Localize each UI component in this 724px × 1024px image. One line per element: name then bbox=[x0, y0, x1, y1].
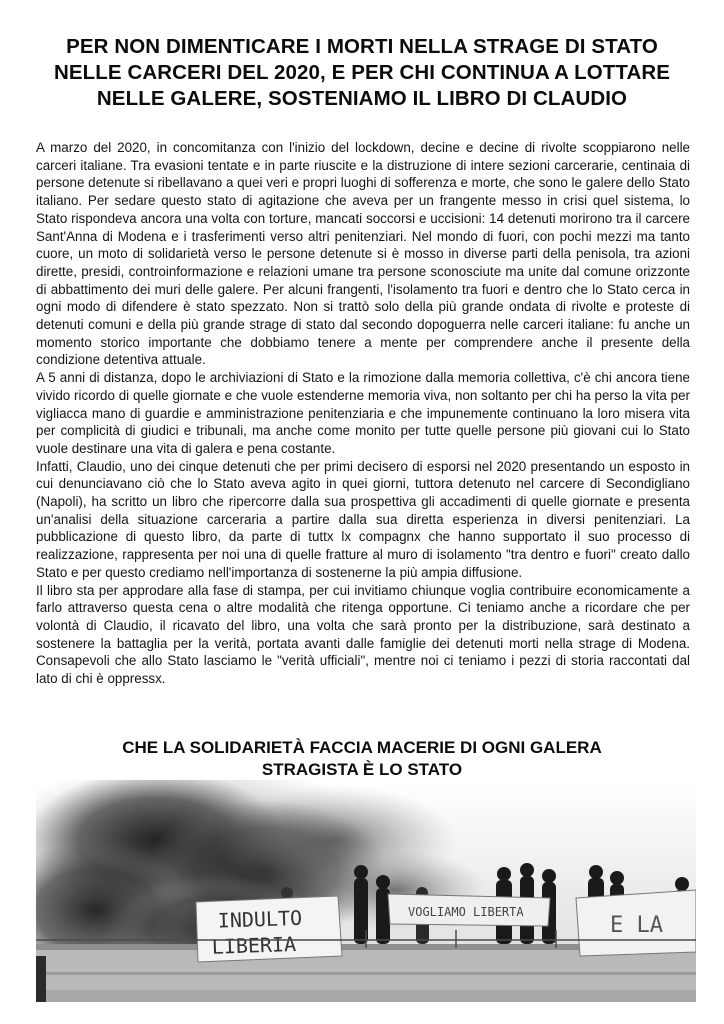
banner-right bbox=[576, 890, 696, 956]
paragraph-4: Il libro sta per approdare alla fase di stampa, per cui invitiamo chiunque voglia contribuire economicamente a farlo attraverso questa cena o altre modalità che ritenga opportune. Ci teniamo anche a ricordare che per volontà di Claudio, il ricavato del libro, una volta che sarà pronto per la distribuzione, sarà destinato a sostenere la battaglia per la verità, portata avanti dalle famiglie dei detenuti morti nella strage di Modena. Consapevoli che allo Stato lasciamo le "verità ufficiali", mentre noi ci teniamo i pezzi di storia raccontati dal lato di chi è oppressx. bbox=[36, 582, 690, 687]
banner-middle bbox=[388, 894, 550, 926]
rooftop-protest-image bbox=[36, 780, 696, 1002]
closing-slogan bbox=[40, 737, 684, 781]
paragraph-3: Infatti, Claudio, uno dei cinque detenuti che per primi decisero di esporsi nel 2020 presentando un esposto in cui denunciavano ciò che lo Stato aveva agito in quei giorni, tuttora detenuto nel carcere di Secondigliano (Napoli), ha scritto un libro che ripercorre dalla sua prospettiva gli accadimenti di quelle giornate e presenta un'analisi della situazione carceraria a partire dalla sua diretta esperienza in diversi penitenziari. La pubblicazione di questo libro, da parte di tuttx lx compagnx che hanno supportato il suo processo di realizzazione, rappresenta per noi una di quelle fratture al muro di isolamento "tra dentro e fuori" creato dallo Stato e per questo crediamo nell'importanza di sostenerne la più ampia diffusione. bbox=[36, 458, 690, 580]
paragraph-2: A 5 anni di distanza, dopo le archiviazioni di Stato e la rimozione dalla memoria collettiva, c'è chi ancora tiene vivido ricordo di quelle giornate e che vuole estenderne memoria viva, non soltanto per chi ha perso la vita per vigliacca mano di guardie e amministrazione penitenziaria e che impunemente continuano la loro misera vita per complicità di giudici e tribunali, ma anche come monito per tutte quelle persone più giovani cui lo Stato vuole destinare una vita di galera e pena costante. bbox=[36, 370, 690, 456]
paragraph-1: A marzo del 2020, in concomitanza con l'inizio del lockdown, decine e decine di rivolte scoppiarono nelle carceri italiane. Tra evasioni tentate e in parte riuscite e la distruzione di intere sezioni carcerarie, centinaia di persone detenute si ribellavano a quei veri e propri luoghi di sofferenza e morte, che sono le galere dello Stato italiano. Per sedare questo stato di agitazione che aveva per un frangente messo in crisi quel sistema, lo Stato rispondeva ancora una volta con torture, mancati soccorsi e uccisioni: 14 detenuti morirono tra il carcere Sant'Anna di Modena e i trasferimenti verso altri penitenziari. Nel mondo di fuori, con pochi mezzi ma tanto cuore, un moto di solidarietà verso le persone detenute si è mosso in diverse parti della penisola, tra azioni dirette, presidi, controinformazione e relazioni umane tra persone sconosciute ma unite dal comune orizzonte di abbattimento dei muri delle galere. Per alcuni frangenti, l'isolamento tra fuori e dentro che lo Stato cerca in ogni modo di difendere è stato spezzato. Non si trattò solo della più grande ondata di rivolte e proteste di detenuti comuni e della più grande strage di stato dal secondo dopoguerra nelle carceri italiane: fu anche un momento storico importante che dobbiamo tenere a mente per comprendere anche il presente della condizione detentiva attuale. bbox=[36, 140, 690, 368]
headline-line-2: NELLE CARCERI DEL 2020, E PER CHI CONTINUA A LOTTARE bbox=[53, 61, 671, 84]
body-text bbox=[36, 139, 690, 688]
closing-line-1: CHE LA SOLIDARIETÀ FACCIA MACERIE DI OGNI GALERA bbox=[122, 738, 602, 757]
headline-line-1: PER NON DIMENTICARE I MORTI NELLA STRAGE DI STATO bbox=[66, 35, 658, 58]
banner-left-text-2: LIBERIA bbox=[211, 931, 297, 959]
protest-photo bbox=[36, 780, 696, 1002]
pole bbox=[36, 956, 46, 1002]
closing-line-2: STRAGISTA È LO STATO bbox=[261, 760, 463, 779]
banner-left bbox=[196, 896, 342, 962]
headline bbox=[40, 34, 684, 112]
banner-right-text: E LA bbox=[610, 913, 663, 938]
banner-left-text-1: INDULTO bbox=[217, 905, 303, 933]
banner-middle-text: VOGLIAMO LIBERTA bbox=[408, 905, 524, 919]
headline-line-3: NELLE GALERE, SOSTENIAMO IL LIBRO DI CLAUDIO bbox=[96, 87, 628, 110]
